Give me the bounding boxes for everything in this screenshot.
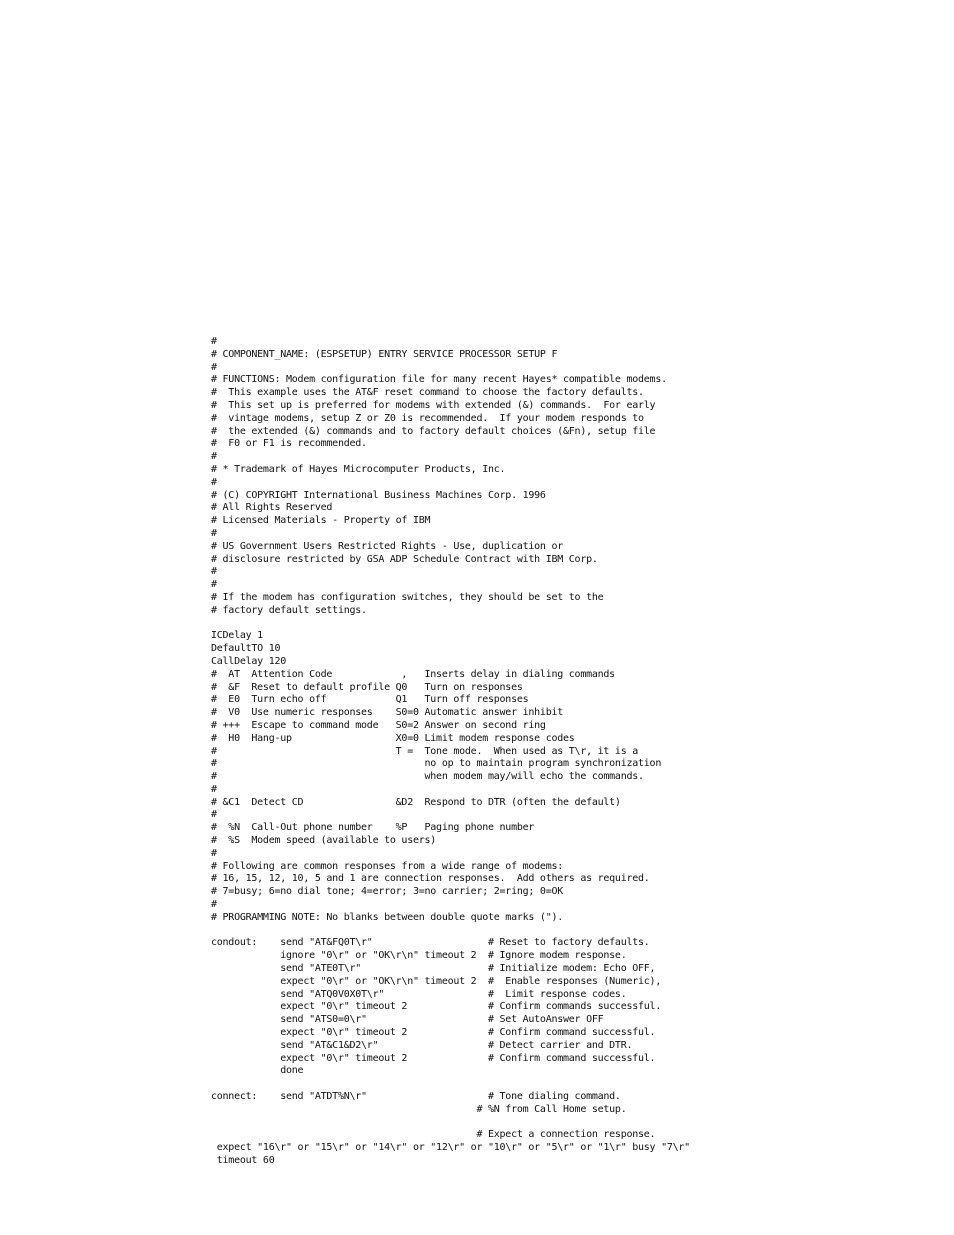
code-line: # %N from Call Home setup. xyxy=(211,1103,627,1115)
code-line: # no op to maintain program synchronization xyxy=(211,758,662,770)
code-line: expect "0\r" timeout 2 # Confirm command successful. xyxy=(211,1052,656,1064)
code-line: condout: send "AT&FQ0T\r" # Reset to factory defaults. xyxy=(211,937,650,949)
code-line: ignore "0\r" or "OK\r\n" timeout 2 # Ignore modem response. xyxy=(211,950,627,962)
code-line: # xyxy=(211,847,217,859)
code-line: # &C1 Detect CD &D2 Respond to DTR (often the default) xyxy=(211,796,621,808)
code-line: CallDelay 120 xyxy=(211,655,287,667)
code-line: # * Trademark of Hayes Microcomputer Products, Inc. xyxy=(211,463,506,475)
code-line: # V0 Use numeric responses S0=0 Automatic answer inhibit xyxy=(211,707,564,719)
code-line xyxy=(211,1078,931,1091)
code-line: send "AT&C1&D2\r" # Detect carrier and DTR. xyxy=(211,1039,633,1051)
code-line: # E0 Turn echo off Q1 Turn off responses xyxy=(211,694,529,706)
code-line: # factory default settings. xyxy=(211,604,367,616)
code-line: # COMPONENT_NAME: (ESPSETUP) ENTRY SERVICE PROCESSOR SETUP F xyxy=(211,348,558,360)
code-line: # xyxy=(211,579,217,591)
code-line: timeout 60 xyxy=(211,1155,275,1166)
code-line: connect: send "ATDT%N\r" # Tone dialing command. xyxy=(211,1091,621,1103)
code-line: # %N Call-Out phone number %P Paging phone number xyxy=(211,822,535,834)
code-line: expect "0\r" or "OK\r\n" timeout 2 # Enable responses (Numeric), xyxy=(211,975,662,987)
code-line: send "ATS0=0\r" # Set AutoAnswer OFF xyxy=(211,1014,604,1026)
code-line: expect "0\r" timeout 2 # Confirm commands successful. xyxy=(211,1001,662,1013)
code-line: # This example uses the AT&F reset command to choose the factory defaults. xyxy=(211,387,644,399)
code-line xyxy=(211,618,931,631)
code-line: # F0 or F1 is recommended. xyxy=(211,438,367,450)
code-line: # vintage modems, setup Z or Z0 is recommended. If your modem responds to xyxy=(211,412,644,424)
code-line: # 7=busy; 6=no dial tone; 4=error; 3=no carrier; 2=ring; 0=OK xyxy=(211,886,564,898)
code-line: # If the modem has configuration switches, they should be set to the xyxy=(211,591,604,603)
code-line: send "ATQ0V0X0T\r" # Limit response codes. xyxy=(211,988,627,1000)
code-line: # xyxy=(211,476,217,488)
code-line: # the extended (&) commands and to factory default choices (&Fn), setup file xyxy=(211,425,656,437)
code-line: # Licensed Materials - Property of IBM xyxy=(211,515,431,527)
code-line: # Following are common responses from a wide range of modems: xyxy=(211,860,564,872)
code-line: send "ATE0T\r" # Initialize modem: Echo OFF, xyxy=(211,963,656,975)
code-line xyxy=(211,925,931,938)
code-line: # disclosure restricted by GSA ADP Schedule Contract with IBM Corp. xyxy=(211,553,598,565)
code-line: # H0 Hang-up X0=0 Limit modem response codes xyxy=(211,732,575,744)
code-line: # (C) COPYRIGHT International Business Machines Corp. 1996 xyxy=(211,489,546,501)
code-line: # &F Reset to default profile Q0 Turn on responses xyxy=(211,681,523,693)
code-line: # xyxy=(211,361,217,373)
code-line: DefaultTO 10 xyxy=(211,643,281,655)
code-line: # US Government Users Restricted Rights - Use, duplication or xyxy=(211,540,564,552)
code-line: # This set up is preferred for modems with extended (&) commands. For early xyxy=(211,399,656,411)
code-line: # Expect a connection response. xyxy=(211,1129,656,1141)
code-line: # PROGRAMMING NOTE: No blanks between double quote marks ("). xyxy=(211,911,564,923)
modem-config-listing xyxy=(211,336,931,1168)
code-line: expect "16\r" or "15\r" or "14\r" or "12\r" or "10\r" or "5\r" or "1\r" busy "7\r" xyxy=(211,1142,690,1154)
code-line: # All Rights Reserved xyxy=(211,502,333,514)
code-line: # AT Attention Code , Inserts delay in dialing commands xyxy=(211,668,615,680)
code-line: # FUNCTIONS: Modem configuration file for many recent Hayes* compatible modems. xyxy=(211,374,667,386)
code-line: # +++ Escape to command mode S0=2 Answer on second ring xyxy=(211,719,546,731)
code-line: # xyxy=(211,336,217,347)
code-line: # xyxy=(211,527,217,539)
code-line: # when modem may/will echo the commands. xyxy=(211,771,644,783)
code-line: # xyxy=(211,451,217,463)
code-line: # xyxy=(211,783,217,795)
code-line: # xyxy=(211,899,217,911)
code-line: # xyxy=(211,566,217,578)
code-line: ICDelay 1 xyxy=(211,630,263,642)
code-line: # 16, 15, 12, 10, 5 and 1 are connection responses. Add others as required. xyxy=(211,873,650,885)
code-line xyxy=(211,1117,931,1130)
code-line: # %S Modem speed (available to users) xyxy=(211,835,437,847)
code-line: # xyxy=(211,809,217,821)
code-line: # T = Tone mode. When used as T\r, it is a xyxy=(211,745,639,757)
code-line: done xyxy=(211,1065,304,1077)
code-line: expect "0\r" timeout 2 # Confirm command successful. xyxy=(211,1027,656,1039)
